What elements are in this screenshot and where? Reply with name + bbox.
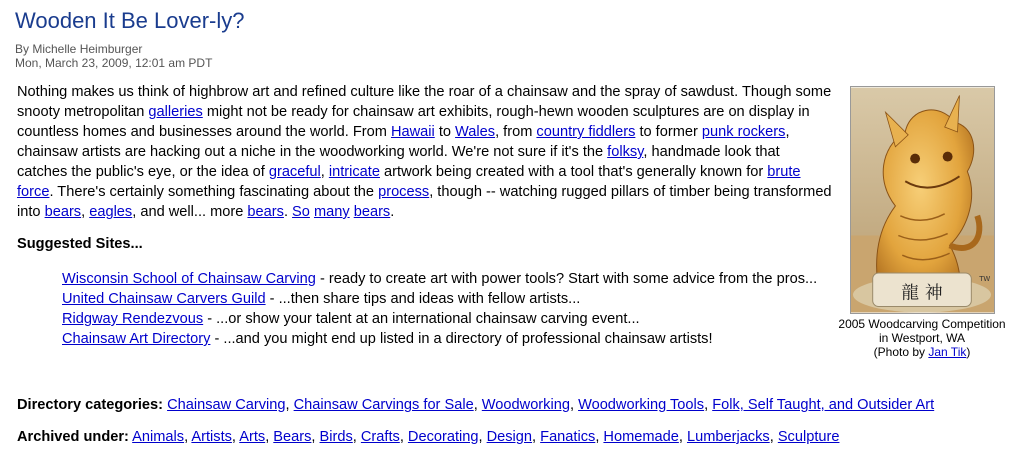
link-intricate[interactable]: intricate — [328, 164, 380, 180]
tag-link[interactable]: Design — [486, 429, 533, 445]
archived-label: Archived under: — [17, 429, 129, 445]
category-link[interactable]: Woodworking Tools — [578, 397, 705, 413]
category-link[interactable]: Folk, Self Taught, and Outsider Art — [712, 397, 935, 413]
link-wales[interactable]: Wales — [455, 124, 496, 140]
article-title: Wooden It Be Lover-ly? — [15, 8, 245, 33]
suggested-sites-heading: Suggested Sites... — [17, 236, 143, 252]
tag-link[interactable]: Crafts — [360, 429, 400, 445]
link-wisconsin-school[interactable]: Wisconsin School of Chainsaw Carving — [62, 271, 316, 287]
dragon-carving-photo — [850, 86, 995, 314]
tag-link[interactable]: Decorating — [407, 429, 479, 445]
photo-corner-mark: TW — [978, 274, 990, 283]
list-item — [62, 269, 822, 289]
tag-link[interactable]: Artists — [191, 429, 232, 445]
body-text: , — [320, 164, 329, 180]
link-folksy[interactable]: folksy — [607, 144, 644, 160]
tag-link[interactable]: Bears — [273, 429, 312, 445]
body-text: , handmade look that catches the public's eye, or the idea of — [17, 144, 780, 180]
tag-link[interactable]: Arts — [239, 429, 266, 445]
suggested-sites-list — [62, 269, 822, 349]
link-photographer[interactable]: Jan Tik — [928, 345, 967, 359]
link-so[interactable]: So — [292, 204, 310, 220]
carved-characters: 龍 神 — [900, 283, 943, 304]
link-ridgway-rendezvous[interactable]: Ridgway Rendezvous — [62, 311, 204, 327]
site-description: - ...then share tips and ideas with fellow artists... — [265, 291, 581, 307]
tag-link[interactable]: Fanatics — [540, 429, 596, 445]
body-text: , though -- watching rugged pillars of timber being transformed into — [17, 184, 832, 220]
link-eagles[interactable]: eagles — [89, 204, 133, 220]
link-punk-rockers[interactable]: punk rockers — [701, 124, 786, 140]
photo-credit — [832, 345, 1012, 359]
category-link[interactable]: Chainsaw Carvings for Sale — [293, 397, 474, 413]
category-link[interactable]: Woodworking — [481, 397, 570, 413]
body-text: to former — [635, 124, 702, 140]
link-chainsaw-art-directory[interactable]: Chainsaw Art Directory — [62, 331, 211, 347]
tag-link[interactable]: Sculpture — [777, 429, 840, 445]
credit-prefix: (Photo by — [873, 345, 929, 359]
link-process[interactable]: process — [378, 184, 430, 200]
category-link[interactable]: Chainsaw Carving — [167, 397, 286, 413]
caption-line: 2005 Woodcarving Competition — [838, 317, 1006, 331]
site-description: - ready to create art with power tools? Start with some advice from the pros... — [315, 271, 818, 287]
tag-link[interactable]: Lumberjacks — [686, 429, 770, 445]
tag-link[interactable]: Homemade — [603, 429, 679, 445]
body-text: . — [390, 204, 395, 220]
link-more-bears[interactable]: bears — [247, 204, 284, 220]
body-text: , — [81, 204, 90, 220]
body-text: artwork being created with a tool that's generally known for — [379, 164, 768, 180]
link-galleries[interactable]: galleries — [148, 104, 203, 120]
list-item — [62, 329, 822, 349]
link-brute-force[interactable]: brute force — [17, 164, 801, 200]
directory-categories: Directory categories: Chainsaw Carving, Chainsaw Carvings for Sale, Woodworking, Woodworking Tools, Folk, Self Taught, and Outsider Art — [17, 397, 935, 413]
article-meta — [15, 42, 212, 70]
list-item — [62, 309, 822, 329]
link-hawaii[interactable]: Hawaii — [390, 124, 435, 140]
directory-label: Directory categories: — [17, 397, 163, 413]
caption-line: in Westport, WA — [878, 331, 966, 345]
photo-caption — [832, 317, 1012, 359]
publish-date: Mon, March 23, 2009, 12:01 am PDT — [15, 56, 213, 70]
link-bears-final[interactable]: bears — [353, 204, 391, 220]
archived-under: Archived under: Animals, Artists, Arts, Bears, Birds, Crafts, Decorating, Design, Fanatics, Homemade, Lumberjacks, Sculpture — [17, 429, 840, 445]
body-text: , chainsaw artists are hacking out a niche in the woodworking world. We're not sure if it's the — [17, 124, 790, 160]
link-country-fiddlers[interactable]: country fiddlers — [536, 124, 636, 140]
body-text: , from — [495, 124, 537, 140]
tag-link[interactable]: Birds — [319, 429, 353, 445]
byline: By Michelle Heimburger — [15, 42, 143, 56]
body-text: , and well... more — [132, 204, 248, 220]
link-bears[interactable]: bears — [44, 204, 82, 220]
link-carvers-guild[interactable]: United Chainsaw Carvers Guild — [62, 291, 266, 307]
article-body — [17, 82, 832, 222]
body-text: . — [283, 204, 293, 220]
body-text: to — [434, 124, 456, 140]
tag-link[interactable]: Animals — [132, 429, 185, 445]
list-item — [62, 289, 822, 309]
site-description: - ...or show your talent at an international chainsaw carving event... — [203, 311, 640, 327]
site-description: - ...and you might end up listed in a directory of professional chainsaw artists! — [210, 331, 713, 347]
photo-figure — [832, 86, 1012, 359]
body-text: Nothing makes us think of highbrow art and refined culture like the roar of a chainsaw and the spray of sawdust. Though some snooty metropolitan — [17, 84, 832, 120]
credit-suffix: ) — [966, 345, 971, 359]
link-graceful[interactable]: graceful — [268, 164, 321, 180]
link-many[interactable]: many — [313, 204, 350, 220]
body-text: . There's certainly something fascinating about the — [49, 184, 379, 200]
body-text: might not be ready for chainsaw art exhibits, rough-hewn wooden sculptures are on display in countless homes and businesses around the world. From — [17, 104, 810, 140]
